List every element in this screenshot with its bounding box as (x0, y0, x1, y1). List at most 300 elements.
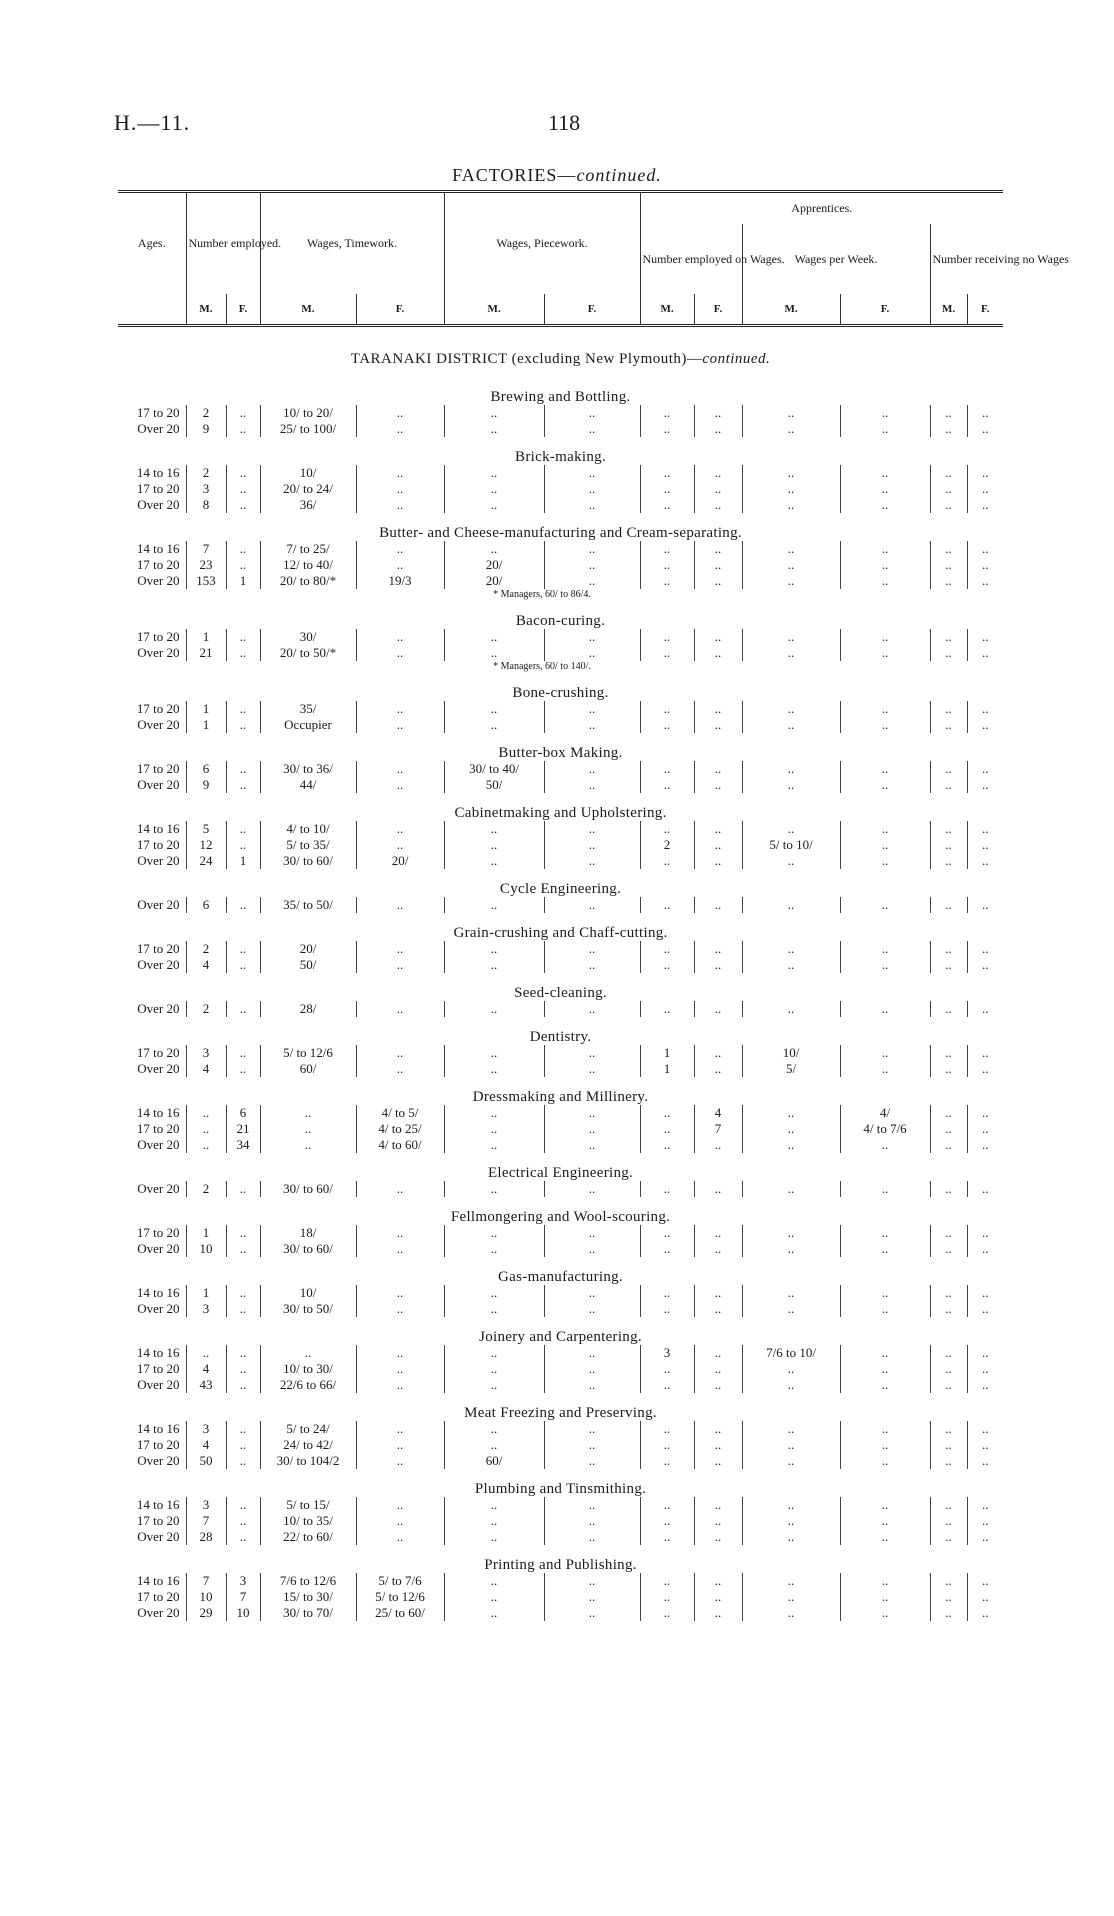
table-cell: 7 (186, 541, 226, 557)
table-cell: 30/ to 70/ (260, 1605, 356, 1621)
section-title: Seed-cleaning. (514, 984, 607, 1001)
district-name: TARANAKI DISTRICT (excluding New Plymouth)— (350, 350, 703, 367)
age-cell: 17 to 20 (136, 480, 180, 496)
age-cell: Over 20 (137, 1240, 180, 1256)
col-app-nowages: Number receiving no Wages (930, 224, 1003, 294)
table-cell: .. (640, 573, 694, 589)
table-cell: 7 (186, 1513, 226, 1529)
table-cell: .. (967, 701, 1003, 717)
table-cell: .. (967, 1137, 1003, 1153)
table-cell: .. (967, 1241, 1003, 1257)
table-cell: .. (186, 1105, 226, 1121)
table-cell: .. (930, 853, 967, 869)
table-cell: .. (444, 465, 544, 481)
table-cell: .. (742, 573, 840, 589)
age-cell: Over 20 (137, 1604, 180, 1620)
table-cell: Occupier (260, 717, 356, 733)
table-cell: .. (544, 1513, 640, 1529)
table-cell: .. (930, 1437, 967, 1453)
table-cell: .. (742, 557, 840, 573)
age-cell: 14 to 16 (136, 820, 180, 836)
table-cell: 30/ to 40/ (444, 761, 544, 777)
table-cell: 7/6 to 12/6 (260, 1573, 356, 1589)
table-cell: .. (840, 481, 930, 497)
table-cell: .. (967, 1605, 1003, 1621)
table-cell: 30/ to 60/ (260, 853, 356, 869)
table-cell: .. (544, 465, 640, 481)
section-title: Butter- and Cheese-manufacturing and Cream-separating. (379, 524, 742, 541)
table-cell: .. (967, 897, 1003, 913)
table-cell: .. (544, 1301, 640, 1317)
section-header-row (118, 513, 1003, 541)
table-row (118, 1061, 1003, 1077)
table-cell: .. (742, 1605, 840, 1621)
table-cell: .. (444, 1497, 544, 1513)
table-cell: .. (640, 717, 694, 733)
table-cell: .. (640, 897, 694, 913)
table-row (118, 1589, 1003, 1605)
age-cell: Over 20 (137, 1136, 180, 1152)
table-cell: 1 (186, 1285, 226, 1301)
sub-f: F. (356, 294, 444, 326)
table-cell: .. (544, 1181, 640, 1197)
table-cell: .. (967, 837, 1003, 853)
table-cell: .. (640, 1361, 694, 1377)
section-header-row (118, 377, 1003, 405)
table-cell: .. (356, 1361, 444, 1377)
table-row (118, 1225, 1003, 1241)
col-ages: Ages. (118, 192, 186, 294)
table-cell: .. (226, 1377, 260, 1393)
table-cell: .. (967, 821, 1003, 837)
table-cell: .. (967, 1497, 1003, 1513)
table-cell: .. (226, 541, 260, 557)
table-cell: .. (930, 1285, 967, 1301)
age-cell: Over 20 (137, 1376, 180, 1392)
table-cell: 18/ (260, 1225, 356, 1241)
age-cell: Over 20 (137, 1180, 180, 1196)
table-cell: .. (640, 481, 694, 497)
table-cell: .. (444, 541, 544, 557)
table-cell: 3 (186, 1301, 226, 1317)
table-cell: 5/ (742, 1061, 840, 1077)
table-cell: 20/ to 50/* (260, 645, 356, 661)
table-cell: .. (742, 645, 840, 661)
table-cell: .. (640, 1573, 694, 1589)
table-cell: .. (930, 481, 967, 497)
table-cell: .. (742, 761, 840, 777)
table-cell: 3 (186, 1497, 226, 1513)
age-cell: 14 to 16 (136, 1496, 180, 1512)
table-cell: .. (444, 821, 544, 837)
table-cell: .. (930, 1181, 967, 1197)
table-cell: 10/ to 30/ (260, 1361, 356, 1377)
table-cell: .. (840, 1285, 930, 1301)
table-cell: .. (444, 1061, 544, 1077)
age-cell: 14 to 16 (136, 540, 180, 556)
table-cell: .. (694, 941, 742, 957)
table-cell: 60/ (444, 1453, 544, 1469)
table-row (118, 645, 1003, 661)
table-cell: .. (967, 1105, 1003, 1121)
table-cell: .. (930, 761, 967, 777)
table-cell: .. (544, 557, 640, 573)
table-cell: .. (742, 1105, 840, 1121)
table-cell: 28/ (260, 1001, 356, 1017)
section-title: Cycle Engineering. (499, 880, 622, 897)
table-cell: .. (742, 1137, 840, 1153)
table-cell: .. (967, 1301, 1003, 1317)
age-cell: 14 to 16 (136, 1420, 180, 1436)
table-cell: .. (694, 629, 742, 645)
table-cell: .. (930, 1377, 967, 1393)
table-cell: 3 (186, 1421, 226, 1437)
table-cell: 4/ to 10/ (260, 821, 356, 837)
table-cell: .. (226, 957, 260, 973)
table-cell: .. (694, 541, 742, 557)
table-cell: .. (694, 497, 742, 513)
table-cell: .. (742, 1377, 840, 1393)
table-cell: .. (930, 1513, 967, 1529)
table-cell: .. (967, 645, 1003, 661)
col-app-number: Number employed on Wages. (640, 224, 742, 294)
table-cell: .. (640, 1605, 694, 1621)
table-cell: .. (226, 941, 260, 957)
table-cell: .. (967, 761, 1003, 777)
section-title: Plumbing and Tinsmithing. (474, 1480, 647, 1497)
table-cell: 20/ to 80/* (260, 573, 356, 589)
table-cell: 4/ (840, 1105, 930, 1121)
table-cell: .. (444, 897, 544, 913)
table-cell: .. (840, 761, 930, 777)
table-cell: .. (544, 1497, 640, 1513)
table-cell: .. (640, 1529, 694, 1545)
table-cell: .. (694, 405, 742, 421)
table-cell: .. (930, 837, 967, 853)
table-cell: .. (444, 957, 544, 973)
table-cell: 5/ to 35/ (260, 837, 356, 853)
table-cell: 30/ to 36/ (260, 761, 356, 777)
table-cell: .. (226, 557, 260, 573)
table-cell: .. (356, 1497, 444, 1513)
table-cell: .. (260, 1105, 356, 1121)
table-row (118, 1301, 1003, 1317)
age-cell: 17 to 20 (136, 556, 180, 572)
table-cell: .. (967, 421, 1003, 437)
table-cell: .. (694, 821, 742, 837)
title-main: FACTORIES— (452, 165, 577, 185)
table-cell: .. (694, 465, 742, 481)
table-cell: 7/6 to 10/ (742, 1345, 840, 1361)
section-header-row (118, 601, 1003, 629)
table-cell: .. (544, 629, 640, 645)
table-cell: .. (356, 837, 444, 853)
table-cell: .. (694, 1421, 742, 1437)
table-cell: .. (226, 645, 260, 661)
table-cell: .. (840, 421, 930, 437)
table-cell: .. (694, 957, 742, 973)
table-cell: .. (640, 1437, 694, 1453)
table-cell: .. (444, 1241, 544, 1257)
table-cell: 7 (186, 1573, 226, 1589)
table-cell: .. (444, 481, 544, 497)
age-cell: 17 to 20 (136, 1360, 180, 1376)
table-cell: .. (930, 1361, 967, 1377)
table-cell: .. (930, 541, 967, 557)
table-cell: .. (356, 941, 444, 957)
table-row (118, 853, 1003, 869)
table-cell: .. (356, 465, 444, 481)
table-cell: .. (226, 1225, 260, 1241)
table-cell: .. (742, 405, 840, 421)
table-cell: .. (226, 1061, 260, 1077)
age-cell: Over 20 (137, 896, 180, 912)
table-cell: .. (742, 1361, 840, 1377)
table-cell: .. (742, 1121, 840, 1137)
table-cell: .. (840, 1605, 930, 1621)
table-cell: 34 (226, 1137, 260, 1153)
table-cell: .. (260, 1345, 356, 1361)
table-cell: .. (694, 1361, 742, 1377)
table-cell: 1 (186, 717, 226, 733)
table-cell: 10/ (260, 465, 356, 481)
section-header-row (118, 1469, 1003, 1497)
age-cell: 17 to 20 (136, 1588, 180, 1604)
table-cell: .. (544, 1529, 640, 1545)
table-cell: .. (640, 405, 694, 421)
section-title: Butter-box Making. (498, 744, 623, 761)
table-cell: .. (840, 701, 930, 717)
table-cell: 60/ (260, 1061, 356, 1077)
table-cell: .. (840, 557, 930, 573)
section-title: Printing and Publishing. (484, 1556, 637, 1573)
section-title: Fellmongering and Wool-scouring. (450, 1208, 671, 1225)
table-cell: .. (226, 1421, 260, 1437)
table-cell: .. (544, 1241, 640, 1257)
table-cell: 9 (186, 421, 226, 437)
table-cell: .. (694, 1437, 742, 1453)
table-cell: .. (967, 1513, 1003, 1529)
table-cell: .. (840, 957, 930, 973)
sub-m: M. (260, 294, 356, 326)
table-cell: 1 (186, 701, 226, 717)
table-cell: .. (356, 761, 444, 777)
table-cell: .. (967, 1573, 1003, 1589)
table-cell: 22/ to 60/ (260, 1529, 356, 1545)
table-cell: .. (444, 837, 544, 853)
table-cell: .. (544, 1589, 640, 1605)
table-cell: .. (544, 1421, 640, 1437)
table-cell: .. (226, 1345, 260, 1361)
sub-m: M. (186, 294, 226, 326)
table-row (118, 1001, 1003, 1017)
table-cell: .. (640, 853, 694, 869)
table-cell: 4 (694, 1105, 742, 1121)
table-cell: .. (544, 1121, 640, 1137)
table-cell: 10 (226, 1605, 260, 1621)
table-cell: .. (444, 1045, 544, 1061)
col-wages-piecework: Wages, Piecework. (444, 192, 640, 294)
table-cell: 10/ to 20/ (260, 405, 356, 421)
section-header-row (118, 1393, 1003, 1421)
sub-m: M. (444, 294, 544, 326)
table-cell: .. (930, 1529, 967, 1545)
col-app-wages: Wages per Week. (742, 224, 930, 294)
table-cell: .. (840, 541, 930, 557)
table-cell: 2 (186, 405, 226, 421)
table-cell: .. (544, 405, 640, 421)
factories-table (118, 190, 1069, 1621)
table-cell: .. (640, 1285, 694, 1301)
table-cell: 2 (186, 1181, 226, 1197)
sub-m: M. (930, 294, 967, 326)
section-title: Electrical Engineering. (487, 1164, 634, 1181)
table-cell: 35/ (260, 701, 356, 717)
table-cell: .. (260, 1121, 356, 1137)
table-cell: .. (226, 1497, 260, 1513)
table-cell: 28 (186, 1529, 226, 1545)
table-cell: .. (640, 701, 694, 717)
table-cell: .. (444, 629, 544, 645)
table-cell: 6 (226, 1105, 260, 1121)
table-cell: .. (840, 837, 930, 853)
table-row (118, 1437, 1003, 1453)
table-cell: .. (694, 1377, 742, 1393)
section-title: Dressmaking and Millinery. (472, 1088, 649, 1105)
table-cell: .. (840, 717, 930, 733)
table-cell: .. (226, 777, 260, 793)
table-row (118, 1421, 1003, 1437)
table-cell: .. (640, 1181, 694, 1197)
table-cell: .. (444, 1181, 544, 1197)
age-cell: 17 to 20 (136, 700, 180, 716)
table-cell: .. (356, 645, 444, 661)
table-cell: .. (640, 1589, 694, 1605)
table-cell: .. (356, 1061, 444, 1077)
table-cell: .. (226, 1301, 260, 1317)
table-cell: 30/ to 60/ (260, 1241, 356, 1257)
table-cell: .. (356, 717, 444, 733)
table-cell: 36/ (260, 497, 356, 513)
table-cell: .. (186, 1345, 226, 1361)
table-cell: .. (544, 481, 640, 497)
sub-m: M. (742, 294, 840, 326)
footnote-row (118, 589, 1003, 601)
table-cell: .. (930, 421, 967, 437)
table-cell: .. (840, 853, 930, 869)
table-cell: .. (356, 1045, 444, 1061)
table-cell: .. (356, 629, 444, 645)
table-cell: .. (226, 1285, 260, 1301)
table-row (118, 1181, 1003, 1197)
table-cell: .. (930, 1241, 967, 1257)
table-cell: .. (356, 1437, 444, 1453)
table-cell: .. (444, 1001, 544, 1017)
table-cell: .. (742, 1573, 840, 1589)
table-cell: .. (930, 777, 967, 793)
table-cell: .. (694, 897, 742, 913)
table-cell: .. (694, 1589, 742, 1605)
table-cell: .. (640, 761, 694, 777)
table-cell: .. (544, 717, 640, 733)
table-cell: .. (742, 481, 840, 497)
table-cell: 15/ to 30/ (260, 1589, 356, 1605)
table-cell: .. (640, 1121, 694, 1137)
footnote-spacer (118, 589, 444, 601)
table-cell: .. (742, 1453, 840, 1469)
table-cell: .. (742, 701, 840, 717)
table-cell: .. (742, 1421, 840, 1437)
table-cell: .. (640, 1513, 694, 1529)
table-cell: 4 (186, 957, 226, 973)
section-header-row (118, 1317, 1003, 1345)
footnote: * Managers, 60/ to 86/4. (493, 588, 591, 600)
table-cell: 4/ to 7/6 (840, 1121, 930, 1137)
table-cell: .. (640, 821, 694, 837)
table-cell: .. (544, 541, 640, 557)
age-cell: 14 to 16 (136, 1104, 180, 1120)
age-cell: 17 to 20 (136, 1120, 180, 1136)
table-row (118, 1121, 1003, 1137)
table-cell: .. (444, 701, 544, 717)
table-cell: .. (742, 897, 840, 913)
table-cell: .. (840, 1513, 930, 1529)
table-cell: .. (226, 1001, 260, 1017)
table-row (118, 573, 1003, 589)
table-cell: 5/ to 7/6 (356, 1573, 444, 1589)
table-cell: .. (640, 1377, 694, 1393)
sub-f: F. (544, 294, 640, 326)
table-cell: .. (967, 1225, 1003, 1241)
table-cell: .. (840, 1061, 930, 1077)
table-cell: .. (742, 777, 840, 793)
table-cell: .. (544, 1345, 640, 1361)
title-suffix: continued. (576, 165, 662, 185)
table-cell: 21 (226, 1121, 260, 1137)
section-header-row (118, 1545, 1003, 1573)
table-cell: .. (226, 421, 260, 437)
table-cell: .. (930, 1589, 967, 1605)
table-cell: .. (186, 1137, 226, 1153)
table-cell: .. (356, 897, 444, 913)
table-cell: 1 (640, 1045, 694, 1061)
table-row (118, 557, 1003, 573)
table-cell: .. (742, 1513, 840, 1529)
table-cell: .. (544, 1001, 640, 1017)
table-cell: .. (694, 1225, 742, 1241)
table-cell: .. (967, 557, 1003, 573)
age-cell: Over 20 (137, 572, 180, 588)
table-cell: .. (840, 1573, 930, 1589)
table-cell: 35/ to 50/ (260, 897, 356, 913)
table-cell: .. (840, 1045, 930, 1061)
age-cell: Over 20 (137, 716, 180, 732)
table-cell: .. (967, 941, 1003, 957)
section-header-row (118, 973, 1003, 1001)
table-cell: .. (640, 1497, 694, 1513)
section-header-row (118, 869, 1003, 897)
age-cell: Over 20 (137, 1060, 180, 1076)
table-row (118, 1345, 1003, 1361)
section-title: Cabinetmaking and Upholstering. (454, 804, 667, 821)
table-cell: .. (226, 497, 260, 513)
table-cell: .. (930, 701, 967, 717)
table-cell: .. (226, 897, 260, 913)
table-cell: .. (356, 1345, 444, 1361)
table-cell: .. (967, 1529, 1003, 1545)
age-cell: 14 to 16 (136, 464, 180, 480)
table-cell: .. (444, 1105, 544, 1121)
